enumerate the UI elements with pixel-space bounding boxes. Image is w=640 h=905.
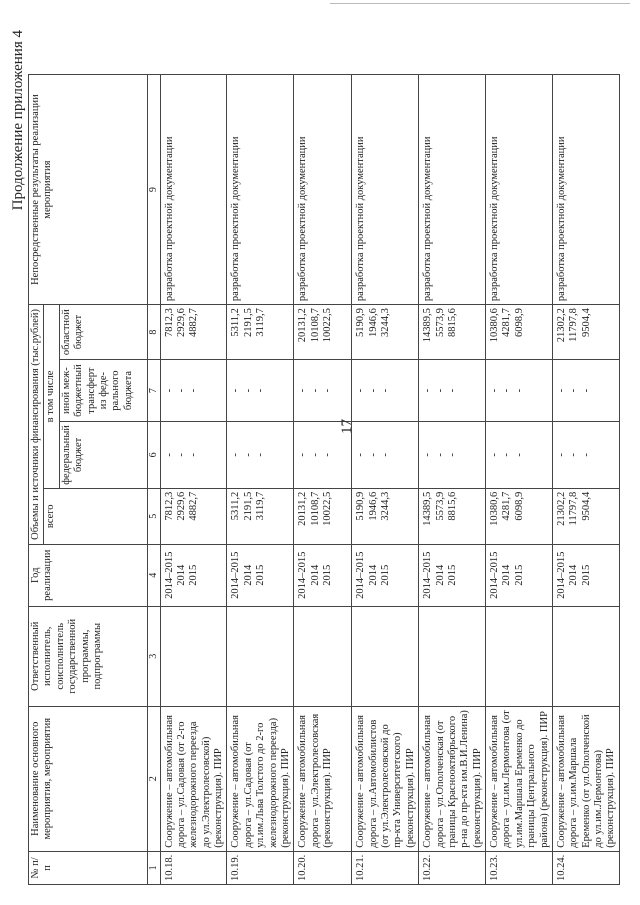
row-federal-line: - [355,453,367,457]
row-years-line: 2015 [513,564,525,586]
row-regional-line: 10022,5 [322,308,334,343]
row-federal-line: - [163,453,175,457]
row-years-line: 2014–2015 [230,551,242,599]
row-federal-line: - [230,453,242,457]
row-federal-line: - [242,453,254,457]
header-regional: областной бюджет [59,305,147,360]
row-interbudget-line: - [489,388,501,393]
row-name: Сооружение – автомобильная дорога – ул.Электролесовская (реконструкция). ПИР [294,706,352,851]
row-total [486,488,553,544]
column-numbers-row [147,75,160,885]
header-num: № п/п [29,851,148,884]
table-row [486,75,553,885]
header-year: Год реализации [29,544,148,606]
row-total [419,488,486,544]
row-federal-line: - [255,453,267,457]
row-regional-line: 10108,7 [309,308,321,343]
row-responsible [552,606,619,706]
row-name: Сооружение – автомобильная дорога – ул.Ополченская (от границы Краснооктябрьского р-на до пр-кта им.В.И.Ленина) (реконструкция). ПИР [419,706,486,851]
column-number: 5 [147,488,160,544]
row-name: Сооружение – автомобильная дорога – ул.Садовая (от ул.им.Льва Толстого до 2-го железнодорожного переезда) (реконструкция). ПИР [227,706,294,851]
row-name: Сооружение – автомобильная дорога – ул.Садовая (от 2-го железнодорожного переезда до ул.Электролесовской) (реконструкция). ПИР [160,706,227,851]
row-federal-line: - [555,453,567,457]
row-result: разработка проектной документации [552,75,619,305]
row-federal-line: - [297,453,309,457]
row-years-line: 2014 [568,564,580,586]
row-total-line: 8815,6 [446,491,458,521]
row-federal-line: - [422,453,434,457]
row-years-line: 2014 [309,564,321,586]
row-interbudget-line: - [230,388,242,393]
row-federal [552,422,619,489]
row-interbudget [294,360,352,422]
row-responsible [227,606,294,706]
row-total [294,488,352,544]
continuation-title: Продолжение приложения 4 [10,30,26,211]
column-number: 9 [147,75,160,305]
row-interbudget-line: - [242,388,254,393]
row-interbudget-line: - [568,388,580,393]
row-interbudget-line: - [163,388,175,393]
row-total-line: 20131,2 [297,491,309,526]
row-regional-line: 1946,6 [367,308,379,337]
row-interbudget [352,360,419,422]
row-years-line: 2014–2015 [163,551,175,599]
column-number: 2 [147,706,160,851]
row-federal-line: - [489,453,501,457]
row-federal-line: - [367,453,379,457]
row-years-line: 2015 [446,564,458,586]
row-regional-line: 3119,7 [255,308,267,337]
row-regional-line: 2929,6 [175,308,187,337]
row-number: 10.23. [486,851,553,884]
row-interbudget-line: - [434,388,446,393]
funding-table [28,74,620,885]
row-total-line: 4281,7 [501,491,513,521]
row-total-line: 9504,4 [580,491,592,521]
row-federal-line: - [434,453,446,457]
row-regional-line: 6098,9 [513,308,525,337]
row-regional-line: 5311,2 [230,308,242,337]
row-regional-line: 11797,8 [568,308,580,342]
row-interbudget-line: - [309,388,321,393]
row-federal-line: - [568,453,580,457]
row-total-line: 5311,2 [230,491,242,521]
row-regional-line: 2191,5 [242,308,254,337]
row-responsible [419,606,486,706]
row-years-line: 2014 [367,564,379,586]
row-total-line: 5190,9 [355,491,367,521]
header-results: Непосредственные результаты реализации мероприятия [29,75,148,305]
page-number: 17 [339,419,355,434]
row-total-line: 21302,2 [555,491,567,526]
row-years-line: 2015 [322,564,334,586]
row-result: разработка проектной документации [227,75,294,305]
row-interbudget-line: - [322,388,334,393]
row-years [552,544,619,606]
row-number: 10.19. [227,851,294,884]
row-result: разработка проектной документации [160,75,227,305]
row-years-line: 2014–2015 [489,551,501,599]
row-years-line: 2014–2015 [297,551,309,599]
column-number: 1 [147,851,160,884]
row-regional-line: 4281,7 [501,308,513,337]
row-total-line: 11797,8 [568,491,580,526]
row-federal [160,422,227,489]
row-years-line: 2014 [175,564,187,586]
row-interbudget [160,360,227,422]
row-total [552,488,619,544]
row-regional-line: 9504,4 [580,308,592,337]
row-federal [227,422,294,489]
row-regional-line: 4882,7 [188,308,200,337]
row-federal-line: - [446,453,458,457]
row-regional [294,305,352,360]
column-number: 4 [147,544,160,606]
row-name: Сооружение – автомобильная дорога – ул.Автомобилистов (от ул.Электролесовской до пр-кта Университетского) (реконструкция). ПИР [352,706,419,851]
row-years [294,544,352,606]
row-regional [552,305,619,360]
row-interbudget-line: - [555,388,567,393]
table-row [294,75,352,885]
row-federal-line: - [175,453,187,457]
row-years-line: 2015 [255,564,267,586]
row-federal-line: - [322,453,334,457]
row-interbudget-line: - [175,388,187,393]
row-total-line: 10108,7 [309,491,321,526]
row-interbudget-line: - [255,388,267,393]
row-total-line: 7812,3 [163,491,175,521]
row-interbudget-line: - [380,388,392,393]
table-row [160,75,227,885]
table-row [552,75,619,885]
header-name: Наименование основного мероприятия, мероприятия [29,706,148,851]
row-years-line: 2014 [242,564,254,586]
row-interbudget-line: - [422,388,434,393]
row-total-line: 2929,6 [175,491,187,521]
header-interbudget: иной меж-бюджетный трансферт из феде-рального бюджета [59,360,147,422]
row-federal-line: - [380,453,392,457]
row-federal-line: - [513,453,525,457]
row-interbudget-line: - [367,388,379,393]
row-name: Сооружение – автомобильная дорога – ул.им.Лермонтова (от ул.им.Маршала Еременко до границы Центрального района) (реконструкция). ПИР [486,706,553,851]
row-interbudget [227,360,294,422]
row-total-line: 14389,5 [422,491,434,526]
row-federal-line: - [188,453,200,457]
row-years-line: 2014 [434,564,446,586]
top-divider [330,3,630,4]
header-including: в том числе [44,305,59,489]
row-responsible [160,606,227,706]
row-result: разработка проектной документации [486,75,553,305]
row-federal-line: - [309,453,321,457]
row-total-line: 3119,7 [255,491,267,521]
table-row [352,75,419,885]
row-years-line: 2014 [501,564,513,586]
row-years-line: 2014–2015 [355,551,367,599]
row-federal [486,422,553,489]
row-interbudget [486,360,553,422]
rotated-landscape-content [10,25,617,885]
row-interbudget-line: - [355,388,367,393]
row-interbudget [419,360,486,422]
row-regional-line: 5573,9 [434,308,446,337]
row-result: разработка проектной документации [352,75,419,305]
row-years-line: 2015 [580,564,592,586]
row-total-line: 10022,5 [322,491,334,526]
row-years [160,544,227,606]
header-total: всего [44,488,147,544]
table-row [419,75,486,885]
row-name: Сооружение – автомобильная дорога – ул.им.Маршала Еременко (от ул.Ополченской до ул.им.Лермонтова) (реконструкция). ПИР [552,706,619,851]
row-number: 10.24. [552,851,619,884]
row-years [227,544,294,606]
row-interbudget-line: - [297,388,309,393]
row-federal-line: - [580,453,592,457]
row-regional-line: 7812,3 [163,308,175,337]
row-regional [486,305,553,360]
header-funding: Объемы и источники финансирования (тыс.рублей) [29,305,44,545]
row-interbudget-line: - [501,388,513,393]
row-total-line: 4882,7 [188,491,200,521]
row-regional [419,305,486,360]
row-years [352,544,419,606]
row-responsible [352,606,419,706]
row-regional-line: 20131,2 [297,308,309,343]
row-regional [160,305,227,360]
header-responsible: Ответственный исполнитель, соисполнитель государственной программы, подпрограммы [29,606,148,706]
row-responsible [294,606,352,706]
row-interbudget-line: - [446,388,458,393]
row-years [486,544,553,606]
row-total-line: 5573,9 [434,491,446,521]
row-regional-line: 5190,9 [355,308,367,337]
row-total-line: 1946,6 [367,491,379,521]
row-regional-line: 14389,5 [422,308,434,343]
row-total-line: 3244,3 [380,491,392,521]
row-responsible [486,606,553,706]
row-interbudget [552,360,619,422]
row-total [160,488,227,544]
row-total [227,488,294,544]
row-federal [419,422,486,489]
row-interbudget-line: - [580,388,592,393]
row-regional-line: 10380,6 [489,308,501,343]
column-number: 7 [147,360,160,422]
row-regional-line: 8815,6 [446,308,458,337]
row-number: 10.20. [294,851,352,884]
row-years-line: 2015 [188,564,200,586]
row-years [419,544,486,606]
row-total [352,488,419,544]
row-regional-line: 21302,2 [555,308,567,343]
row-years-line: 2014–2015 [422,551,434,599]
row-interbudget-line: - [513,388,525,393]
row-federal [352,422,419,489]
column-number: 3 [147,606,160,706]
row-years-line: 2014–2015 [555,551,567,599]
row-result: разработка проектной документации [294,75,352,305]
row-result: разработка проектной документации [419,75,486,305]
row-number: 10.18. [160,851,227,884]
row-regional [352,305,419,360]
header-federal: федеральный бюджет [59,422,147,489]
row-regional-line: 3244,3 [380,308,392,337]
row-total-line: 2191,5 [242,491,254,521]
row-number: 10.21. [352,851,419,884]
row-years-line: 2015 [380,564,392,586]
row-number: 10.22. [419,851,486,884]
row-total-line: 6098,9 [513,491,525,521]
column-number: 6 [147,422,160,489]
row-regional [227,305,294,360]
row-interbudget-line: - [188,388,200,393]
column-number: 8 [147,305,160,360]
row-total-line: 10380,6 [489,491,501,526]
row-federal-line: - [501,453,513,457]
table-row [227,75,294,885]
